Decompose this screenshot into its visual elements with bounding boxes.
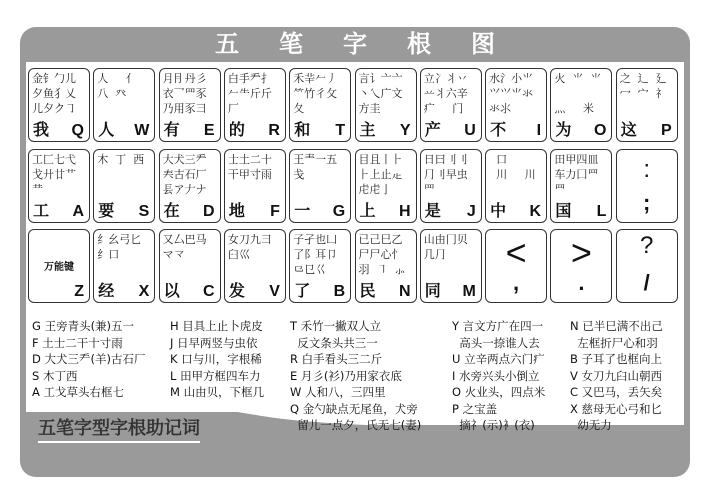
root-line: 罒 xyxy=(554,183,566,196)
mnemonic-line: 幼无力 xyxy=(570,418,612,432)
mnemonic-line: 摘礻(示)衤(衣) xyxy=(452,418,535,432)
key-letter: J xyxy=(466,203,476,220)
root-line: 山由冂贝 xyxy=(423,233,468,246)
key-roots xyxy=(424,232,468,277)
key-main-char: 工 xyxy=(33,201,50,220)
key-k[interactable] xyxy=(485,149,547,223)
key-letter: H xyxy=(398,203,411,220)
root-line xyxy=(620,101,667,116)
root-line xyxy=(228,262,272,277)
mnemonic-line: 留儿一点夕，氏无七(妻) xyxy=(290,418,422,432)
root-line: 又厶巴马 xyxy=(162,233,207,246)
key-punct-9[interactable] xyxy=(616,149,678,223)
key-a[interactable] xyxy=(28,149,90,223)
key-letter: F xyxy=(270,203,280,220)
root-line: 尸尸心忄 xyxy=(358,248,403,261)
root-line: ⺆刂早虫 xyxy=(423,168,468,181)
key-letter: Z xyxy=(74,283,84,300)
key-y[interactable] xyxy=(355,68,417,142)
mnemonic-column xyxy=(452,318,545,434)
key-roots xyxy=(293,152,337,197)
root-line: 乃用豕⺕ xyxy=(162,102,207,115)
root-line: 𠂉⺧斤斤 xyxy=(227,87,272,100)
root-line: 纟口 xyxy=(97,248,120,261)
key-roots xyxy=(359,152,403,197)
root-line: 言讠亠亠 xyxy=(358,72,403,85)
key-roots xyxy=(97,71,136,116)
mnemonic-line: L 田甲方框四车力 xyxy=(170,368,261,383)
key-roots xyxy=(489,152,535,197)
key-main-char: 上 xyxy=(359,201,376,220)
mnemonic-line: J 日早两竖与虫依 xyxy=(170,335,258,350)
key-letter: P xyxy=(661,122,672,139)
root-line: 王龶一五 xyxy=(293,153,338,166)
key-main-char: 有 xyxy=(163,120,180,139)
root-line: 大犬三龵 xyxy=(162,153,207,166)
root-line: 灬 米 xyxy=(554,102,594,115)
root-line: 金钅勹儿 xyxy=(32,72,76,85)
key-main-char: 同 xyxy=(424,281,441,300)
key-roots xyxy=(97,232,141,277)
key-main-char: 在 xyxy=(163,201,180,220)
root-line: 士土二十 xyxy=(227,153,272,166)
key-main-char: 发 xyxy=(228,281,245,300)
root-line: 工匚七弋 xyxy=(32,153,76,166)
root-line: 戋 xyxy=(293,168,305,181)
key-c[interactable] xyxy=(159,229,221,303)
mnemonic-line: B 子耳了也框向上 xyxy=(570,352,663,366)
mnemonic-line: W 人和八，三四里 xyxy=(290,385,386,399)
mnemonic-line: 高头一捺谁人去 xyxy=(452,335,540,350)
mnemonic-line: K 口与川，字根稀 xyxy=(170,352,262,366)
key-upper-symbol: : xyxy=(643,156,651,183)
key-main-char: 人 xyxy=(98,120,115,139)
root-line: 了阝耳卩 xyxy=(293,248,338,261)
key-lower-symbol: , xyxy=(513,270,520,295)
key-main-char: 以 xyxy=(163,281,180,300)
key-letter: B xyxy=(333,283,346,300)
key-letter: D xyxy=(203,203,215,220)
key-roots xyxy=(32,71,76,116)
mnemonic-line: S 木丁西 xyxy=(32,368,78,383)
page-title: 五笔字根图 xyxy=(215,30,535,58)
root-line: 氺⺢ xyxy=(489,102,512,115)
key-letter: O xyxy=(593,122,607,139)
mnemonic-line: A 工戈草头右框七 xyxy=(32,385,125,399)
key-e[interactable] xyxy=(159,68,221,142)
root-line: 𡗗古石厂 xyxy=(162,168,207,181)
root-line xyxy=(97,167,144,182)
key-s[interactable] xyxy=(93,149,155,223)
key-letter: E xyxy=(203,122,215,139)
key-letter: S xyxy=(138,203,150,220)
root-line: 水氵小⺌ xyxy=(489,72,534,85)
key-main-char: 中 xyxy=(490,201,507,220)
key-main-char: 要 xyxy=(98,201,115,220)
key-letter: M xyxy=(462,283,476,300)
key-letter: Y xyxy=(399,122,411,139)
key-i[interactable] xyxy=(485,68,547,142)
root-line: 白手龵扌 xyxy=(227,72,272,85)
key-u[interactable] xyxy=(420,68,482,142)
mnemonic-line: Q 金勺缺点无尾鱼，犬旁 xyxy=(290,401,418,416)
key-main-char: 经 xyxy=(98,281,115,300)
key-main-char: 一 xyxy=(294,201,311,220)
key-upper-symbol: ? xyxy=(640,232,654,259)
wildcard-label: 万能键 xyxy=(44,262,74,273)
key-letter: G xyxy=(332,203,346,220)
root-line xyxy=(489,182,535,197)
key-roots xyxy=(228,71,272,116)
mnemonic-line: O 火业头，四点米 xyxy=(452,385,546,399)
root-line: 川 川 xyxy=(489,168,536,181)
mnemonic-line: V 女刀九臼山朝西 xyxy=(570,368,663,383)
key-roots xyxy=(163,232,207,277)
key-letter: T xyxy=(335,122,346,139)
key-lower-symbol: . xyxy=(578,270,585,295)
key-lower-symbol: ; xyxy=(643,190,651,215)
mnemonic-line: 左框折尸心和羽 xyxy=(570,335,658,350)
root-line: 丶乀广文 xyxy=(358,87,403,100)
root-line: 羽 ㇕ ⺗ xyxy=(358,263,406,276)
root-line: 之 辶 廴 xyxy=(619,72,667,85)
key-roots xyxy=(554,71,601,116)
key-letter: W xyxy=(134,122,150,139)
root-line: 镸ア𠂇ナ xyxy=(162,183,207,196)
root-line: 夂 xyxy=(293,102,305,115)
root-line: 臼巛 xyxy=(227,248,250,261)
root-line: マ龴 xyxy=(162,248,185,261)
key-v[interactable] xyxy=(224,229,286,303)
root-line: 子孑也凵 xyxy=(293,233,338,246)
key-roots xyxy=(489,71,533,116)
root-line: ⺋㔾巜 xyxy=(293,263,327,276)
key-upper-symbol: > xyxy=(570,232,592,273)
key-g[interactable] xyxy=(289,149,351,223)
root-line: 口 xyxy=(489,153,508,166)
key-punct-9[interactable] xyxy=(616,229,678,303)
mnemonic-line: Y 言文方广在四一 xyxy=(452,319,544,333)
key-roots xyxy=(163,71,207,116)
key-letter: U xyxy=(464,122,476,139)
root-line: 干甲寸雨 xyxy=(227,168,272,181)
mnemonic-line: N 已半巳满不出己 xyxy=(570,319,663,333)
mnemonic-line: P 之宝盖 xyxy=(452,401,498,416)
key-letter: R xyxy=(268,122,280,139)
key-f[interactable] xyxy=(224,149,286,223)
key-r[interactable] xyxy=(224,68,286,142)
key-roots xyxy=(32,152,76,197)
key-l[interactable] xyxy=(550,149,612,223)
root-line xyxy=(97,182,144,197)
key-main-char: 产 xyxy=(424,120,441,139)
root-line xyxy=(554,86,601,101)
key-roots xyxy=(424,152,468,197)
mnemonic-column xyxy=(32,318,145,401)
key-letter: A xyxy=(72,203,84,220)
root-line: 冖 宀 礻 xyxy=(619,87,667,100)
key-letter: K xyxy=(529,203,542,220)
key-lower-symbol: / xyxy=(643,270,650,295)
root-line: 儿夕ク㇆ xyxy=(32,102,76,115)
key-o[interactable] xyxy=(550,68,612,142)
key-h[interactable] xyxy=(355,149,417,223)
root-line: ⺍⺍⺌氺 xyxy=(489,87,534,100)
key-p[interactable] xyxy=(616,68,678,142)
key-w[interactable] xyxy=(93,68,155,142)
root-line: 厂 xyxy=(227,102,239,115)
root-line: 车力囗罒 xyxy=(554,168,599,181)
root-line: 田甲四皿 xyxy=(554,153,599,166)
mnemonic-column xyxy=(570,318,663,434)
key-z[interactable] xyxy=(28,229,90,303)
mnemonic-line: T 禾竹一撇双人立 xyxy=(290,319,382,333)
key-roots xyxy=(620,71,667,116)
root-line: 虍虍亅 xyxy=(358,183,392,196)
mnemonics-title: 五笔字型字根助记词 xyxy=(38,414,200,443)
root-line: 纟幺弓匕 xyxy=(97,233,142,246)
mnemonic-line: F 土士二干十寸雨 xyxy=(32,335,123,350)
mnemonic-line: 反文条头共三一 xyxy=(290,335,378,350)
root-line: 几⺆ xyxy=(423,248,446,261)
root-line: ⺮竹彳攵 xyxy=(293,87,338,100)
root-line: 衣⺂罒豕 xyxy=(162,87,207,100)
key-m[interactable] xyxy=(420,229,482,303)
key-letter: C xyxy=(203,283,215,300)
key-letter: X xyxy=(138,283,150,300)
key-main-char: 和 xyxy=(294,120,311,139)
root-line: 方圭 xyxy=(358,102,381,115)
mnemonic-line: C 又巴马，丢矢矣 xyxy=(570,385,663,399)
key-punct-7[interactable] xyxy=(485,229,547,303)
mnemonic-line: G 王旁青头(兼)五一 xyxy=(32,319,135,333)
root-line: 月⺝丹彡 xyxy=(162,72,207,85)
key-roots xyxy=(554,152,598,197)
key-main-char: 国 xyxy=(555,201,572,220)
key-letter: V xyxy=(269,283,280,300)
root-line: 䒑⺦六辛 xyxy=(423,87,468,100)
key-q[interactable] xyxy=(28,68,90,142)
root-line: 禾⺸𠂉丿 xyxy=(293,72,338,85)
key-roots xyxy=(228,152,272,197)
root-line: 立冫丬丷 xyxy=(423,72,468,85)
root-line: 日曰刂刂 xyxy=(423,153,468,166)
root-line xyxy=(424,262,468,277)
key-n[interactable] xyxy=(355,229,417,303)
root-line: 戈廾廿艹 xyxy=(32,168,76,181)
key-main-char: 这 xyxy=(620,120,637,139)
root-line: 八 癶 xyxy=(97,87,127,100)
root-line: ⺲ xyxy=(423,183,435,196)
key-main-char: 不 xyxy=(490,120,507,139)
key-t[interactable] xyxy=(289,68,351,142)
key-main-char: 了 xyxy=(294,281,311,300)
key-main-char: 地 xyxy=(228,201,245,220)
root-line xyxy=(97,262,141,277)
key-j[interactable] xyxy=(420,149,482,223)
key-main-char: 主 xyxy=(359,120,376,139)
root-line: 人 亻 xyxy=(97,72,137,85)
key-main-char: 我 xyxy=(33,120,50,139)
mnemonic-line: X 慈母无心弓和匕 xyxy=(570,401,663,416)
key-roots xyxy=(424,71,468,116)
mnemonic-line: R 白手看头三二斤 xyxy=(290,352,383,366)
key-letter: L xyxy=(596,203,607,220)
mnemonic-line: I 水旁兴头小倒立 xyxy=(452,368,540,383)
key-letter: N xyxy=(398,283,411,300)
root-line xyxy=(293,182,337,197)
root-line xyxy=(97,101,136,116)
mnemonic-column xyxy=(290,318,421,434)
key-roots xyxy=(359,71,403,116)
key-x[interactable] xyxy=(93,229,155,303)
root-line: 木 丁 西 xyxy=(97,153,145,166)
key-main-char: 为 xyxy=(555,120,572,139)
key-roots xyxy=(228,232,272,277)
key-roots xyxy=(293,71,337,116)
key-letter: I xyxy=(536,122,542,139)
key-punct-8[interactable] xyxy=(550,229,612,303)
root-line xyxy=(163,262,207,277)
root-line: 夕鱼犭乂 xyxy=(32,87,76,100)
key-d[interactable] xyxy=(159,149,221,223)
key-upper-symbol: < xyxy=(505,232,527,273)
root-line: 女刀九彐 xyxy=(227,233,272,246)
key-roots xyxy=(97,152,144,197)
mnemonic-line: U 立辛两点六门疒 xyxy=(452,352,545,366)
root-line: 目且丨⺊ xyxy=(358,153,403,166)
mnemonic-line: H 目具上止卜虎皮 xyxy=(170,319,263,333)
root-line: ⺊上止龰 xyxy=(358,168,403,181)
key-main-char: 是 xyxy=(424,201,441,220)
mnemonic-line: M 山由贝，下框几 xyxy=(170,385,265,399)
key-letter: Q xyxy=(71,122,84,139)
key-roots xyxy=(359,232,406,277)
root-line: 疒 门 xyxy=(423,102,464,115)
mnemonic-line: E 月彡(衫)乃用家衣底 xyxy=(290,368,402,383)
key-roots xyxy=(293,232,337,277)
root-line: 已己巳乙 xyxy=(358,233,403,246)
key-roots xyxy=(163,152,207,197)
root-line: 火 ⺌ ⺌ xyxy=(554,72,602,85)
root-line: 龷 xyxy=(32,183,43,196)
key-main-char: 民 xyxy=(359,281,376,300)
mnemonic-line: D 大犬三龵(羊)古石厂 xyxy=(32,352,146,366)
key-main-char: 的 xyxy=(228,120,245,139)
key-b[interactable] xyxy=(289,229,351,303)
root-line xyxy=(228,182,272,197)
mnemonic-column xyxy=(170,318,264,401)
